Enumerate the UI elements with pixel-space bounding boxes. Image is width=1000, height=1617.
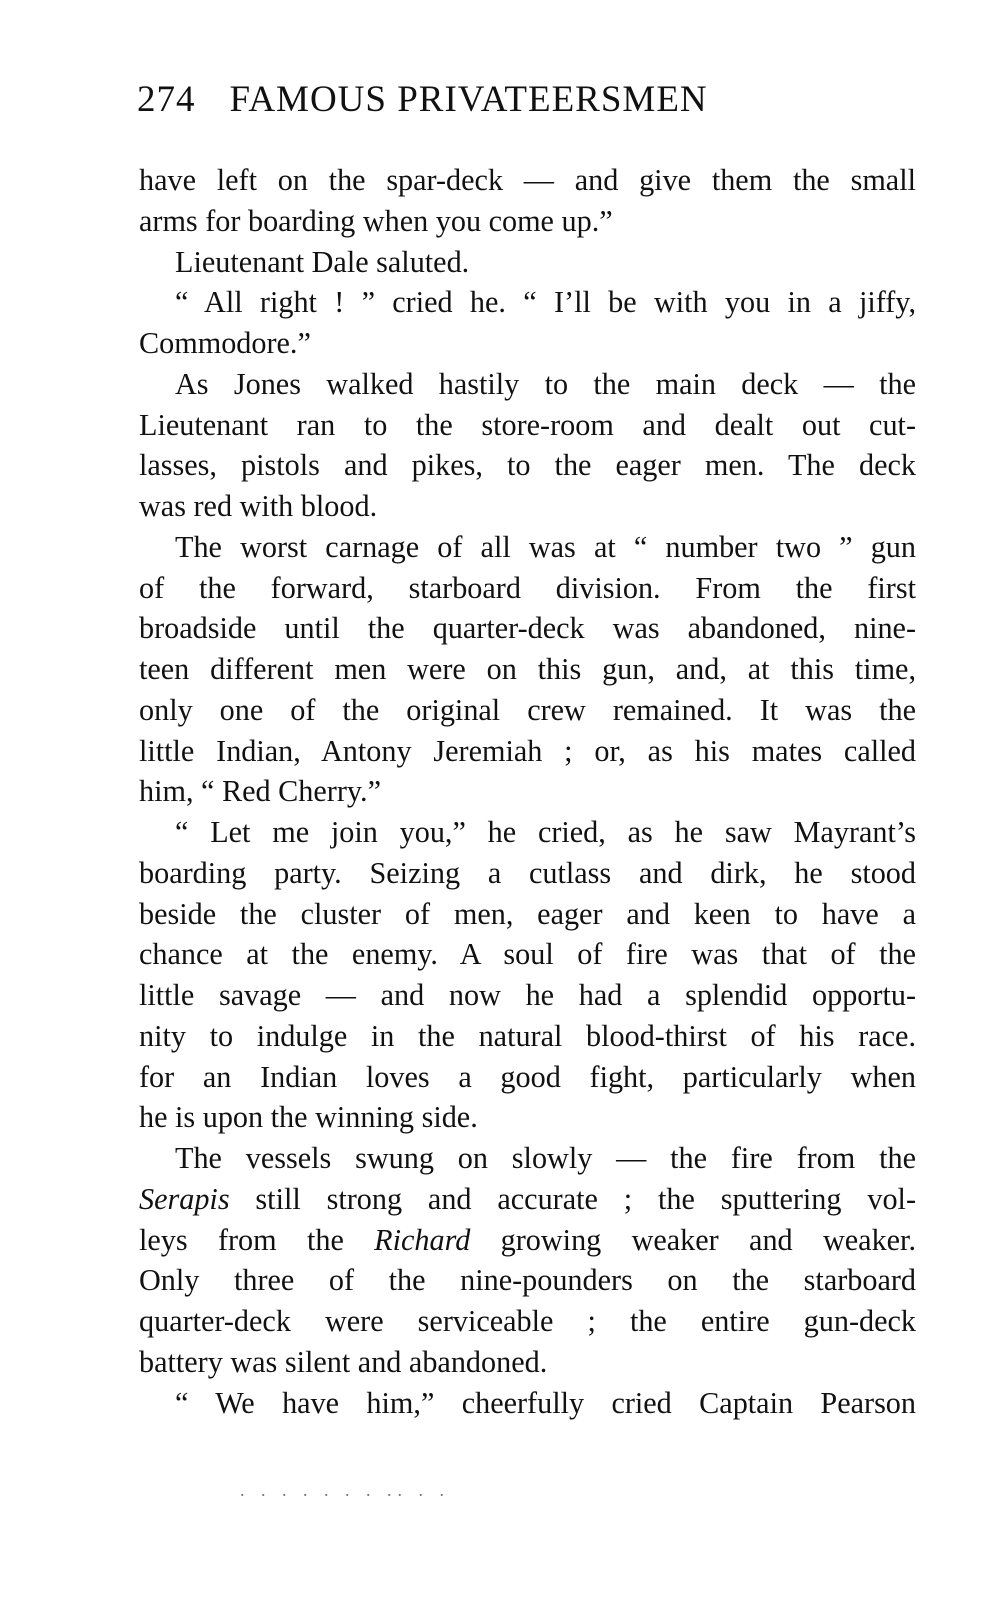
text-line: Commodore.” (139, 326, 311, 360)
body-text (139, 160, 916, 1423)
text-line: nity to indulge in the natural blood-thirst of his race. (139, 1018, 916, 1053)
text-line: As Jones walked hastily to the main deck — the (175, 366, 916, 401)
text-line: “ Let me join you,” he cried, as he saw Mayrant’s (175, 815, 916, 849)
text-line: beside the cluster of men, eager and keen to have a (139, 896, 916, 931)
text-line: have left on the spar-deck — and give them the small (139, 163, 916, 197)
text-line: broadside until the quarter-deck was abandoned, nine- (139, 611, 916, 646)
text-line: Only three of the nine-pounders on the starboard (139, 1263, 916, 1298)
ship-name: Serapis (139, 1181, 230, 1216)
text-line: Serapis still strong and accurate ; the sputtering vol- (139, 1181, 916, 1216)
text-line: “ We have him,” cheerfully cried Captain Pearson (175, 1385, 916, 1420)
page-number: 274 (137, 79, 196, 120)
text-line: only one of the original crew remained. It was the (139, 692, 916, 727)
text-line: for an Indian loves a good fight, particularly when (139, 1059, 916, 1094)
text-line: lasses, pistols and pikes, to the eager men. The deck (139, 448, 916, 483)
text-line: battery was silent and abandoned. (139, 1344, 548, 1379)
text-line: “ All right ! ” cried he. “ I’ll be with you in a jiffy, (175, 285, 916, 320)
ship-name: Richard (374, 1222, 471, 1257)
running-head (137, 70, 937, 130)
text-line: was red with blood. (139, 489, 378, 523)
page-bottom-marks: . . . . . . . .. . . (240, 1480, 450, 1500)
text-line: leys from the Richard growing weaker and weaker. (139, 1222, 916, 1257)
text-line: arms for boarding when you come up.” (139, 203, 613, 238)
text-line: him, “ Red Cherry.” (139, 774, 381, 809)
text-line: Lieutenant Dale saluted. (175, 244, 470, 279)
text-line: The vessels swung on slowly — the fire from the (175, 1141, 916, 1175)
text-line: little Indian, Antony Jeremiah ; or, as his mates called (139, 733, 916, 768)
text-line: teen different men were on this gun, and, at this time, (139, 652, 916, 686)
text-line: The worst carnage of all was at “ number two ” gun (175, 529, 916, 564)
text-line: little savage — and now he had a splendid opportu- (139, 978, 916, 1012)
text-line: Lieutenant ran to the store-room and dealt out cut- (139, 407, 916, 442)
text-line: he is upon the winning side. (139, 1100, 478, 1135)
text-line: quarter-deck were serviceable ; the entire gun-deck (139, 1304, 916, 1338)
running-title: FAMOUS PRIVATEERSMEN (229, 79, 708, 120)
text-line: of the forward, starboard division. From the first (139, 570, 916, 605)
text-line: boarding party. Seizing a cutlass and dirk, he stood (139, 855, 916, 890)
text-line: chance at the enemy. A soul of fire was that of the (139, 937, 916, 972)
